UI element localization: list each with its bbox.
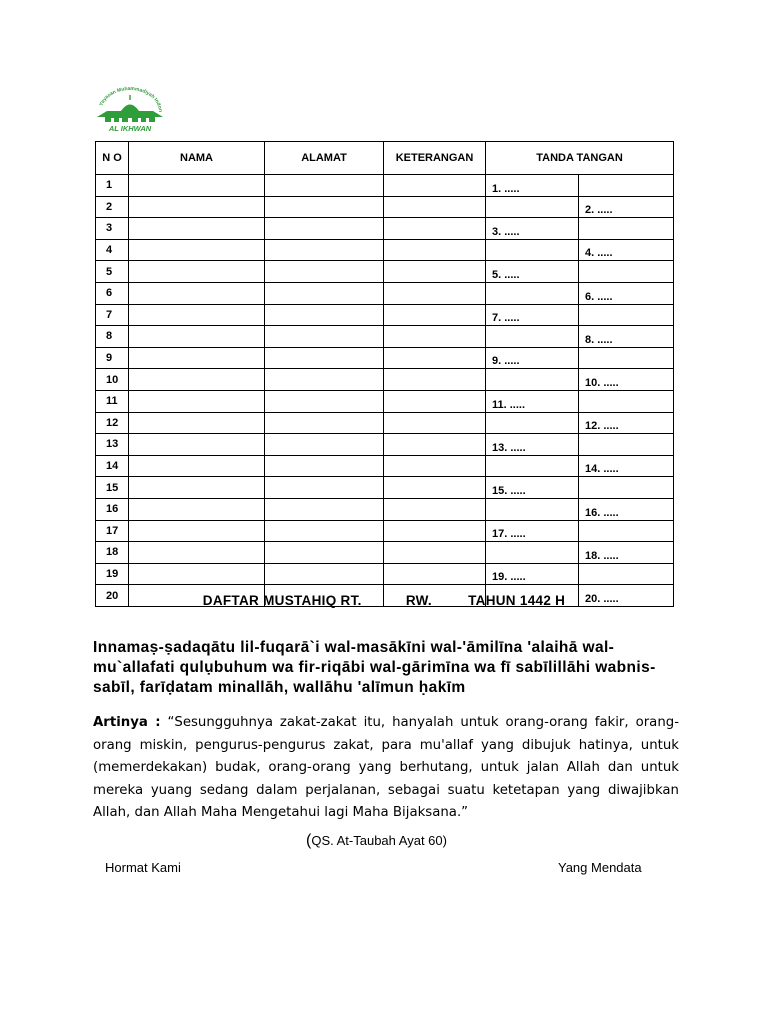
logo-name: AL IKHWAN [108, 124, 152, 133]
signature-right-cell [579, 304, 674, 326]
signature-right-cell [579, 563, 674, 585]
meaning-paragraph [93, 712, 679, 825]
signature-left-cell [486, 498, 579, 520]
signature-left-cell: 1. ..... [486, 175, 579, 197]
alamat-cell [265, 434, 384, 456]
signature-left-cell: 19. ..... [486, 563, 579, 585]
signature-right-cell: 20. ..... [579, 585, 674, 607]
keterangan-cell [384, 498, 486, 520]
alamat-cell [265, 239, 384, 261]
nama-cell [129, 261, 265, 283]
alamat-cell [265, 282, 384, 304]
table-row [96, 239, 674, 261]
row-number: 2 [96, 196, 129, 218]
meaning-text: “Sesungguhnya zakat-zakat itu, hanyalah untuk orang-orang fakir, orang-orang miskin, pengurus-pengurus zakat, para mu'allaf yang dibujuk hatinya, untuk (memerdekakan) budak, orang-orang yang berhutang, untuk jalan Allah dan untuk mereka yuang sedang dalam perjalanan, sebagai suatu ketetapan yang diwajibkan Allah, dan Allah Maha Mengetahui lagi Maha Bijaksana.” [93, 715, 679, 820]
keterangan-cell [384, 434, 486, 456]
alamat-cell [265, 412, 384, 434]
signature-right-cell [579, 261, 674, 283]
nama-cell [129, 455, 265, 477]
title-tahun: TAHUN 1442 H [468, 593, 566, 608]
signature-right-cell: 10. ..... [579, 369, 674, 391]
signature-left-cell: 13. ..... [486, 434, 579, 456]
row-number: 12 [96, 412, 129, 434]
signature-right-cell: 4. ..... [579, 239, 674, 261]
signature-left-cell [486, 369, 579, 391]
al-ikhwan-logo [93, 86, 167, 134]
table-row [96, 477, 674, 499]
keterangan-cell [384, 477, 486, 499]
keterangan-cell [384, 218, 486, 240]
signature-yang-mendata: Yang Mendata [558, 860, 642, 875]
header-alamat: ALAMAT [265, 142, 384, 175]
header-no: N O [96, 142, 129, 175]
keterangan-cell [384, 304, 486, 326]
alamat-cell [265, 218, 384, 240]
row-number: 16 [96, 498, 129, 520]
keterangan-cell [384, 175, 486, 197]
row-number: 18 [96, 542, 129, 564]
nama-cell [129, 218, 265, 240]
document-title [0, 593, 768, 608]
mustahiq-table [95, 141, 674, 607]
logo-arc-text: Yayasan Muhammadiyah Indon [98, 86, 164, 113]
keterangan-cell [384, 390, 486, 412]
alamat-cell [265, 304, 384, 326]
table-row [96, 434, 674, 456]
signature-left-cell: 3. ..... [486, 218, 579, 240]
table-row [96, 326, 674, 348]
nama-cell [129, 369, 265, 391]
source-open-paren: ( [306, 832, 312, 849]
alamat-cell [265, 498, 384, 520]
signature-right-cell [579, 390, 674, 412]
alamat-cell [265, 477, 384, 499]
keterangan-cell [384, 347, 486, 369]
signature-right-cell: 12. ..... [579, 412, 674, 434]
keterangan-cell [384, 563, 486, 585]
alamat-cell [265, 175, 384, 197]
table-row [96, 282, 674, 304]
table-row [96, 563, 674, 585]
signature-left-cell: 9. ..... [486, 347, 579, 369]
meaning-label: Artinya : [93, 715, 161, 730]
table-row [96, 455, 674, 477]
row-number: 14 [96, 455, 129, 477]
keterangan-cell [384, 239, 486, 261]
row-number: 9 [96, 347, 129, 369]
row-number: 4 [96, 239, 129, 261]
table-row [96, 347, 674, 369]
title-rt: DAFTAR MUSTAHIQ RT. [202, 593, 362, 608]
signature-right-cell: 6. ..... [579, 282, 674, 304]
nama-cell [129, 412, 265, 434]
alamat-cell [265, 455, 384, 477]
keterangan-cell [384, 412, 486, 434]
table-row [96, 542, 674, 564]
row-number: 19 [96, 563, 129, 585]
signature-left-cell: 7. ..... [486, 304, 579, 326]
table-row [96, 369, 674, 391]
signature-right-cell [579, 434, 674, 456]
nama-cell [129, 347, 265, 369]
row-number: 3 [96, 218, 129, 240]
nama-cell [129, 326, 265, 348]
signature-left-cell [486, 326, 579, 348]
row-number: 1 [96, 175, 129, 197]
header-tanda-tangan: TANDA TANGAN [486, 142, 674, 175]
keterangan-cell [384, 369, 486, 391]
nama-cell [129, 282, 265, 304]
alamat-cell [265, 542, 384, 564]
signature-right-cell [579, 347, 674, 369]
signature-left-cell: 15. ..... [486, 477, 579, 499]
nama-cell [129, 304, 265, 326]
keterangan-cell [384, 455, 486, 477]
alamat-cell [265, 369, 384, 391]
signature-right-cell: 14. ..... [579, 455, 674, 477]
table-row [96, 498, 674, 520]
signature-right-cell: 16. ..... [579, 498, 674, 520]
table-row [96, 390, 674, 412]
signature-left-cell [486, 412, 579, 434]
alamat-cell [265, 347, 384, 369]
row-number: 15 [96, 477, 129, 499]
nama-cell [129, 390, 265, 412]
signature-hormat-kami: Hormat Kami [105, 860, 181, 875]
nama-cell [129, 477, 265, 499]
row-number: 10 [96, 369, 129, 391]
keterangan-cell [384, 282, 486, 304]
table-row [96, 304, 674, 326]
title-rw: RW. [405, 593, 432, 608]
keterangan-cell [384, 542, 486, 564]
alamat-cell [265, 196, 384, 218]
nama-cell [129, 434, 265, 456]
signature-right-cell: 8. ..... [579, 326, 674, 348]
signature-right-cell [579, 218, 674, 240]
signature-right-cell: 18. ..... [579, 542, 674, 564]
row-number: 8 [96, 326, 129, 348]
row-number: 13 [96, 434, 129, 456]
alamat-cell [265, 390, 384, 412]
table-row [96, 218, 674, 240]
row-number: 7 [96, 304, 129, 326]
keterangan-cell [384, 520, 486, 542]
ayat-transliteration: Innamaṣ-ṣadaqātu lil-fuqarā`i wal-masākīni wal-'āmilīna 'alaihā wal-mu`allafati qulụbuhum wa fir-riqābi wal-gārimīna wa fī sabīlillāhi wabnis-sabīl, farīḍatam minallāh, wallāhu 'alīmun ḥakīm [93, 639, 656, 696]
signature-left-cell [486, 239, 579, 261]
nama-cell [129, 498, 265, 520]
table-row [96, 175, 674, 197]
signature-left-cell [486, 542, 579, 564]
nama-cell [129, 520, 265, 542]
signature-right-cell [579, 477, 674, 499]
row-number: 5 [96, 261, 129, 283]
nama-cell [129, 239, 265, 261]
nama-cell [129, 563, 265, 585]
row-number: 11 [96, 390, 129, 412]
row-number: 6 [96, 282, 129, 304]
quran-source [306, 832, 447, 850]
signature-right-cell [579, 175, 674, 197]
nama-cell [129, 175, 265, 197]
signature-right-cell [579, 520, 674, 542]
alamat-cell [265, 261, 384, 283]
source-text: QS. At-Taubah Ayat 60) [311, 833, 447, 848]
header-keterangan: KETERANGAN [384, 142, 486, 175]
signature-left-cell [486, 455, 579, 477]
table-row [96, 196, 674, 218]
row-number: 20 [96, 585, 129, 607]
table-row [96, 412, 674, 434]
alamat-cell [265, 326, 384, 348]
signature-left-cell: 17. ..... [486, 520, 579, 542]
nama-cell [129, 542, 265, 564]
alamat-cell [265, 520, 384, 542]
table-row [96, 520, 674, 542]
signature-left-cell [486, 196, 579, 218]
row-number: 17 [96, 520, 129, 542]
keterangan-cell [384, 196, 486, 218]
signature-right-cell: 2. ..... [579, 196, 674, 218]
alamat-cell [265, 563, 384, 585]
header-nama: NAMA [129, 142, 265, 175]
table-row [96, 261, 674, 283]
keterangan-cell [384, 326, 486, 348]
signature-left-cell: 5. ..... [486, 261, 579, 283]
signature-left-cell: 11. ..... [486, 390, 579, 412]
signature-left-cell [486, 282, 579, 304]
keterangan-cell [384, 261, 486, 283]
nama-cell [129, 196, 265, 218]
